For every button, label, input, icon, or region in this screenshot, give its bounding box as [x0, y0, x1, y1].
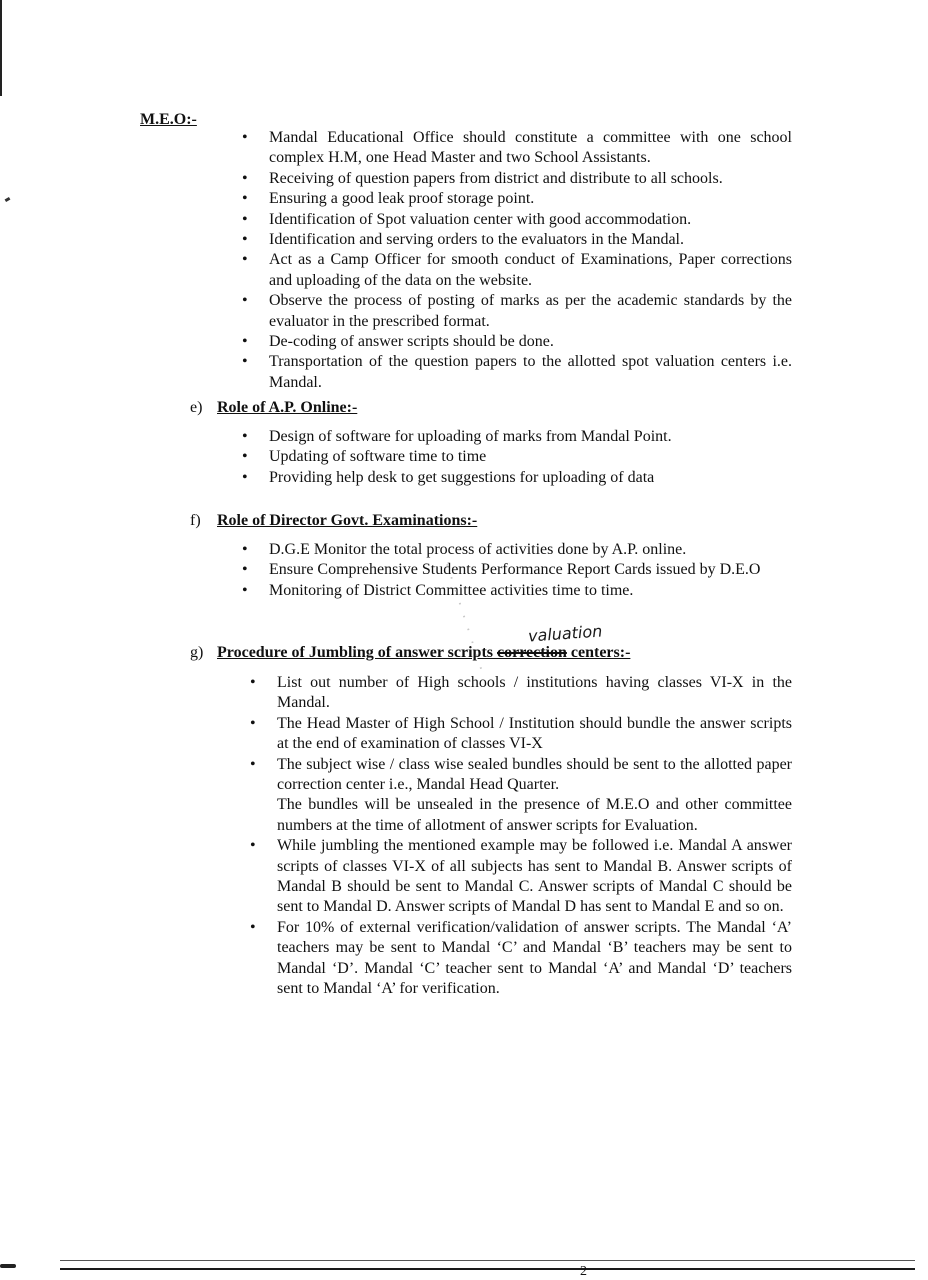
heading-text: Procedure of Jumbling of answer scripts	[217, 644, 497, 661]
list-item: • Updating of software time to time	[269, 447, 792, 467]
list-item: • The Head Master of High School / Institution should bundle the answer scripts at the end of examination of classes VI-X	[277, 714, 792, 755]
list-item: • Monitoring of District Committee activities time to time.	[269, 581, 792, 601]
section-g-letter: g)	[190, 644, 204, 661]
list-item-continuation: The bundles will be unsealed in the presence of M.E.O and other committee numbers at the time of allotment of answer scripts for Evaluation.	[277, 796, 792, 834]
list-item: • Providing help desk to get suggestions for uploading of data	[269, 468, 792, 488]
section-g-heading	[217, 643, 630, 663]
footer-rule	[60, 1268, 915, 1270]
section-e-letter: e)	[190, 399, 203, 416]
meo-list	[269, 128, 792, 393]
meo-heading: M.E.O:-	[140, 111, 197, 128]
section-e-heading: Role of A.P. Online:-	[217, 399, 358, 416]
list-item: • Ensure Comprehensive Students Performance Report Cards issued by D.E.O	[269, 560, 792, 580]
scan-edge-line	[0, 0, 2, 96]
section-e-list	[269, 427, 792, 488]
list-item: • List out number of High schools / institutions having classes VI-X in the Mandal.	[277, 673, 792, 714]
heading-text: centers:-	[566, 644, 631, 661]
footer-rule	[60, 1260, 915, 1261]
list-item: • Ensuring a good leak proof storage point.	[269, 189, 792, 209]
page-number: 2	[580, 1264, 587, 1279]
section-f-letter: f)	[190, 512, 201, 529]
list-item-text: The subject wise / class wise sealed bundles should be sent to the allotted paper correction center i.e., Mandal Head Quarter.	[277, 755, 792, 794]
scan-mark	[0, 1264, 16, 1268]
list-item: • Identification of Spot valuation center with good accommodation.	[269, 210, 792, 230]
list-item	[277, 755, 792, 837]
list-item: • Receiving of question papers from district and distribute to all schools.	[269, 169, 792, 189]
list-item: • Observe the process of posting of marks as per the academic standards by the evaluator in the prescribed format.	[269, 291, 792, 332]
handwritten-correction: valuation	[527, 621, 603, 646]
list-item: • Identification and serving orders to the evaluators in the Mandal.	[269, 230, 792, 250]
section-f-list	[269, 540, 792, 601]
list-item: • Act as a Camp Officer for smooth conduct of Examinations, Paper corrections and uploading of the data on the website.	[269, 250, 792, 291]
list-item: • D.G.E Monitor the total process of activities done by A.P. online.	[269, 540, 792, 560]
section-f-heading: Role of Director Govt. Examinations:-	[217, 512, 478, 529]
list-item: • De-coding of answer scripts should be done.	[269, 332, 792, 352]
list-item: • While jumbling the mentioned example may be followed i.e. Mandal A answer scripts of classes VI-X of all subjects has sent to Mandal B. Answer scripts of Mandal B should be sent to Mandal C. Answer scripts of Mandal C should be sent to Mandal D. Answer scripts of Mandal D has sent to Mandal E and so on.	[277, 836, 792, 918]
list-item: • Mandal Educational Office should constitute a committee with one school complex H.M, one Head Master and two School Assistants.	[269, 128, 792, 169]
list-item: • Transportation of the question papers to the allotted spot valuation centers i.e. Mandal.	[269, 352, 792, 393]
scan-speck	[5, 197, 11, 202]
section-g-list	[277, 673, 792, 1000]
list-item: • Design of software for uploading of marks from Mandal Point.	[269, 427, 792, 447]
watermark: · · · · · · · · ·	[437, 560, 491, 675]
list-item: • For 10% of external verification/validation of answer scripts. The Mandal ‘A’ teachers may be sent to Mandal ‘C’ and Mandal ‘B’ teachers may be sent to Mandal ‘D’. Mandal ‘C’ teacher sent to Mandal ‘A’ and Mandal ‘D’ teachers sent to Mandal ‘A’ for verification.	[277, 918, 792, 1000]
struck-word: correction	[497, 644, 567, 661]
